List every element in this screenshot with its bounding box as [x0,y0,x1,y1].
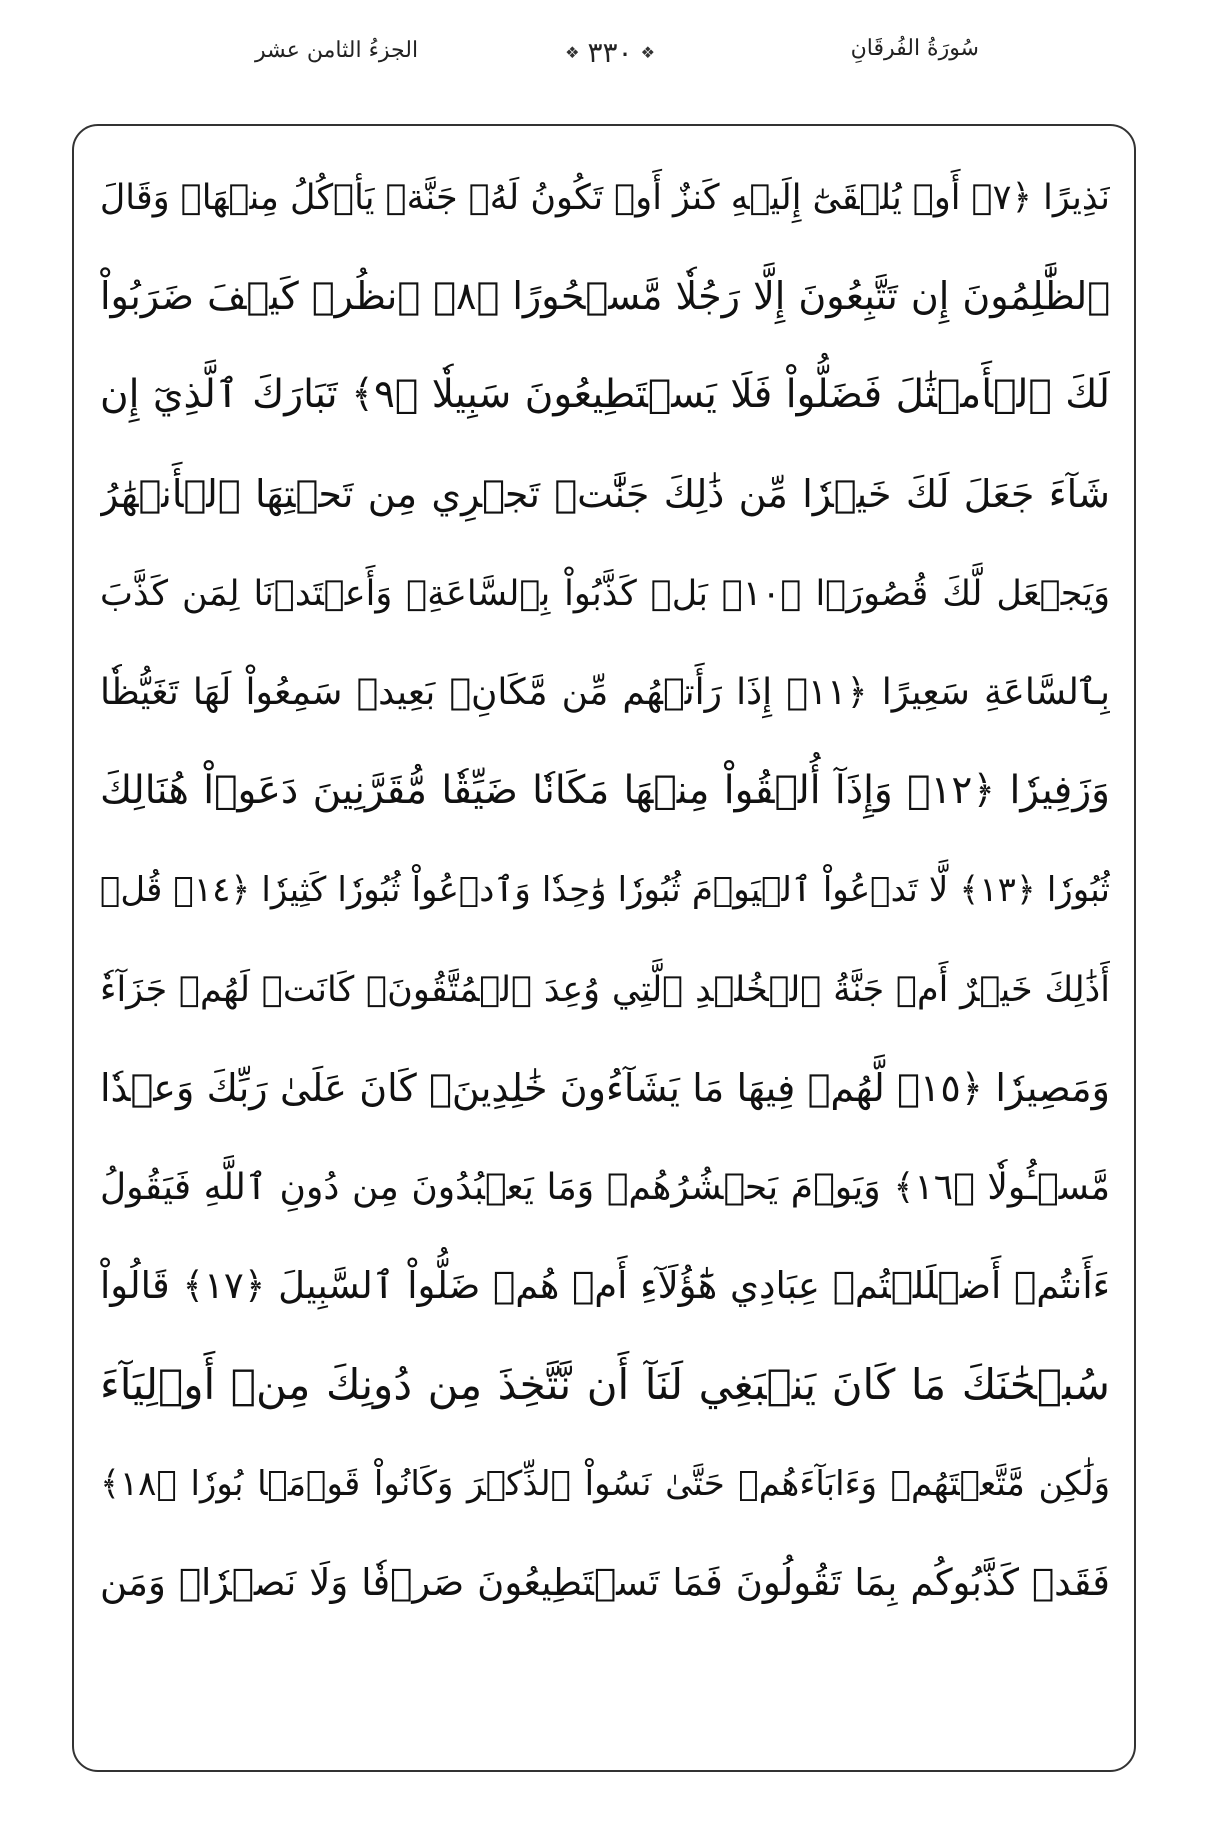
ornament-right-icon: ❖ [640,42,655,62]
text-line-content: وَيَجۡعَل لَّكَ قُصُورَۢا ﴿١٠﴾ بَلۡ كَذَّبُواْ بِٱلسَّاعَةِۖ وَأَعۡتَدۡنَا لِمَن كَذَّبَ [100,573,1110,614]
text-line-content: ٱلظَّٰلِمُونَ إِن تَتَّبِعُونَ إِلَّا رَجُلٗا مَّسۡحُورًا ﴿٨﴾ ٱنظُرۡ كَيۡفَ ضَرَبُواْ [100,273,1110,318]
text-line [100,148,1110,247]
text-line-content: فَقَدۡ كَذَّبُوكُم بِمَا تَقُولُونَ فَمَا تَسۡتَطِيعُونَ صَرۡفٗا وَلَا نَصۡرٗاۚ وَمَن [100,1561,1110,1605]
text-line [100,445,1110,544]
text-line [100,1138,1110,1237]
ornament-left-icon: ❖ [565,42,580,62]
text-line [100,346,1110,445]
text-line-content: ثُبُورٗا ﴿١٣﴾ لَّا تَدۡعُواْ ٱلۡيَوۡمَ ثُبُورٗا وَٰحِدٗا وَٱدۡعُواْ ثُبُورٗا كَثِيرٗا ﴿١٤﴾ قُلۡ [100,870,1110,911]
page-number-ornament [562,34,658,70]
text-line [100,1039,1110,1138]
text-line [100,643,1110,742]
text-line-content: سُبۡحَٰنَكَ مَا كَانَ يَنۢبَغِي لَنَآ أَن نَّتَّخِذَ مِن دُونِكَ مِنۡ أَوۡلِيَآءَ [100,1360,1110,1410]
text-line [100,247,1110,346]
text-line [100,742,1110,841]
text-line-content: شَآءَ جَعَلَ لَكَ خَيۡرٗا مِّن ذَٰلِكَ جَنَّٰتٖ تَجۡرِي مِن تَحۡتِهَا ٱلۡأَنۡهَٰرُ [100,471,1110,516]
text-line [100,544,1110,643]
text-line [100,1435,1110,1534]
page-number: ٣٣٠ [587,35,633,69]
text-line [100,1336,1110,1435]
text-line [100,940,1110,1039]
page-header [0,28,1214,88]
text-line-content: وَلَٰكِن مَّتَّعۡتَهُمۡ وَءَابَآءَهُمۡ حَتَّىٰ نَسُواْ ٱلذِّكۡرَ وَكَانُواْ قَوۡمَۢا بُورٗا ﴿١٨﴾ [100,1464,1110,1505]
juz-label: الجزءُ الثامن عشر [255,38,419,63]
text-line [100,1534,1110,1633]
text-line [100,841,1110,940]
text-line-content: أَذَٰلِكَ خَيۡرٌ أَمۡ جَنَّةُ ٱلۡخُلۡدِ ٱلَّتِي وُعِدَ ٱلۡمُتَّقُونَۚ كَانَتۡ لَهُمۡ جَزَآءٗ [100,969,1110,1010]
text-line-content: مَّسۡـُٔولٗا ﴿١٦﴾ وَيَوۡمَ يَحۡشُرُهُمۡ وَمَا يَعۡبُدُونَ مِن دُونِ ٱللَّهِ فَيَقُولُ [100,1166,1110,1208]
text-line-content: وَمَصِيرٗا ﴿١٥﴾ لَّهُمۡ فِيهَا مَا يَشَآءُونَ خَٰلِدِينَۚ كَانَ عَلَىٰ رَبِّكَ وَعۡدٗا [100,1065,1110,1110]
quran-text-body [100,148,1110,1748]
text-line-content: نَذِيرًا ﴿٧﴾ أَوۡ يُلۡقَىٰٓ إِلَيۡهِ كَنزٌ أَوۡ تَكُونُ لَهُۥ جَنَّةٞ يَأۡكُلُ مِنۡهَاۚ وَقَالَ [100,177,1110,218]
surah-label: سُورَةُ الفُرقَانِ [850,36,979,61]
text-line-content: ءَأَنتُمۡ أَضۡلَلۡتُمۡ عِبَادِي هَٰٓؤُلَآءِ أَمۡ هُمۡ ضَلُّواْ ٱلسَّبِيلَ ﴿١٧﴾ قَالُواْ [100,1264,1110,1308]
text-line-content: لَكَ ٱلۡأَمۡثَٰلَ فَضَلُّواْ فَلَا يَسۡتَطِيعُونَ سَبِيلٗا ﴿٩﴾ تَبَارَكَ ٱلَّذِيٓ إِن [100,372,1110,418]
text-line-content: وَزَفِيرٗا ﴿١٢﴾ وَإِذَآ أُلۡقُواْ مِنۡهَا مَكَانٗا ضَيِّقٗا مُّقَرَّنِينَ دَعَوۡاْ هُنَالِكَ [100,768,1110,814]
text-line-content: بِٱلسَّاعَةِ سَعِيرًا ﴿١١﴾ إِذَا رَأَتۡهُم مِّن مَّكَانِۢ بَعِيدٖ سَمِعُواْ لَهَا تَغَيُّظٗا [100,671,1110,713]
text-line [100,1237,1110,1336]
